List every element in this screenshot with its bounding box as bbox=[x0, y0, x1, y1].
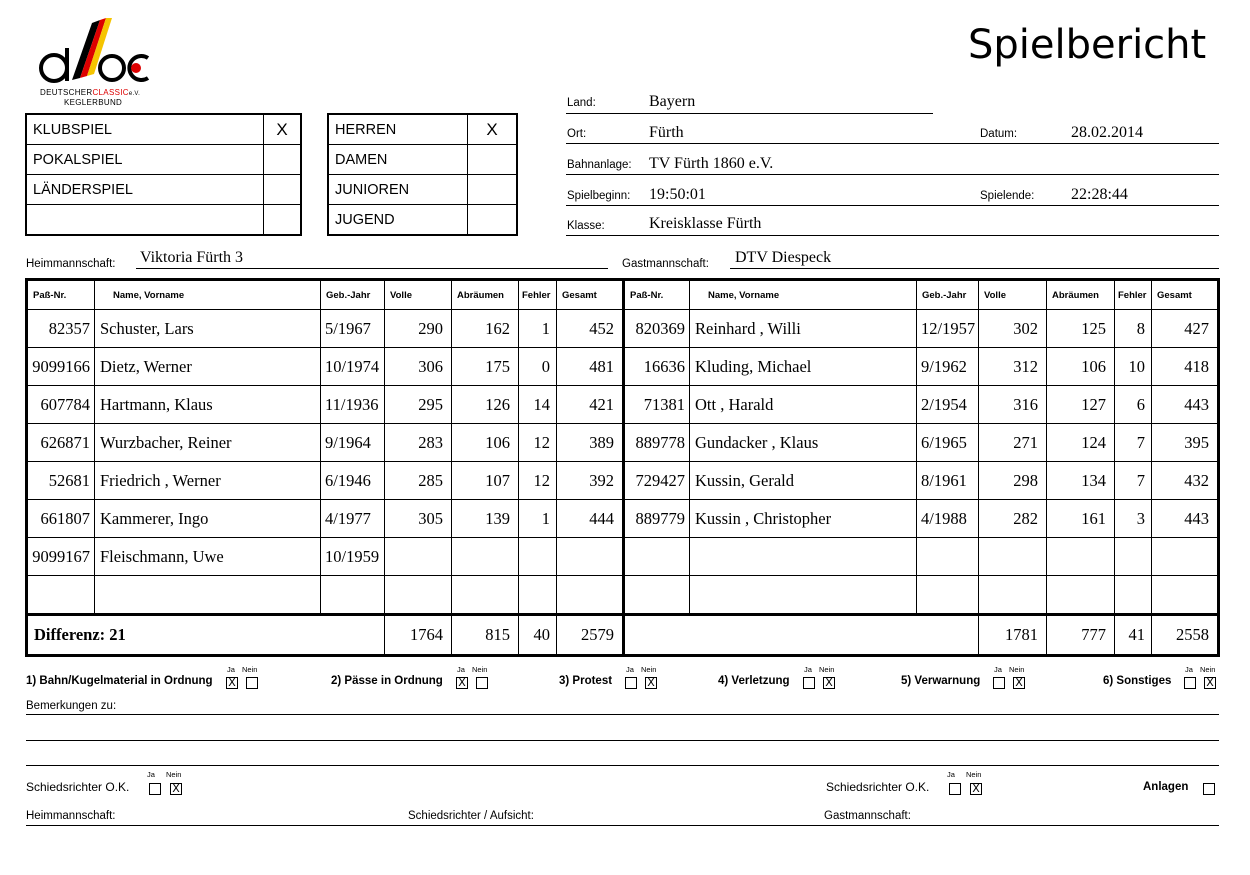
ja-label: Ja bbox=[147, 770, 155, 779]
guest-pass-cell[interactable]: 71381 bbox=[624, 386, 690, 424]
check-ja-box[interactable] bbox=[625, 674, 637, 692]
guest-team-value[interactable]: DTV Diespeck bbox=[735, 249, 832, 266]
check-ja-box[interactable] bbox=[803, 674, 815, 692]
home-pass-cell[interactable]: 52681 bbox=[27, 462, 95, 500]
game-type-mark[interactable]: X bbox=[264, 114, 302, 145]
table-row bbox=[27, 538, 1219, 576]
check-item-label: 1) Bahn/Kugelmaterial in Ordnung bbox=[26, 675, 213, 687]
col-header: Paß-Nr. bbox=[624, 280, 690, 310]
guest-gesamt-cell[interactable] bbox=[1152, 576, 1219, 615]
home-abr-cell[interactable]: 139 bbox=[452, 500, 519, 538]
home-fehler-cell[interactable]: 14 bbox=[519, 386, 557, 424]
game-type-box bbox=[25, 113, 302, 236]
home-abr-cell[interactable]: 106 bbox=[452, 424, 519, 462]
table-row bbox=[27, 310, 1219, 348]
guest-pass-cell[interactable]: 889778 bbox=[624, 424, 690, 462]
guest-fehler-cell[interactable]: 6 bbox=[1115, 386, 1152, 424]
category-mark[interactable] bbox=[468, 205, 518, 236]
home-pass-cell[interactable]: 607784 bbox=[27, 386, 95, 424]
home-volle-cell[interactable] bbox=[385, 538, 452, 576]
guest-year-cell[interactable]: 2/1954 bbox=[917, 386, 979, 424]
home-gesamt-cell[interactable]: 389 bbox=[557, 424, 624, 462]
col-header: Abräumen bbox=[452, 280, 519, 310]
check-ja-box[interactable] bbox=[993, 674, 1005, 692]
remarks-line-2[interactable] bbox=[26, 740, 1219, 741]
guest-name-cell[interactable] bbox=[690, 576, 917, 615]
check-ja-box[interactable]: X bbox=[226, 674, 238, 692]
guest-fehler-cell[interactable]: 10 bbox=[1115, 348, 1152, 386]
home-year-cell[interactable] bbox=[321, 576, 385, 615]
guest-gesamt-cell[interactable]: 418 bbox=[1152, 348, 1219, 386]
guest-volle-cell[interactable]: 271 bbox=[979, 424, 1047, 462]
guest-fehler-cell[interactable]: 8 bbox=[1115, 310, 1152, 348]
col-header: Volle bbox=[385, 280, 452, 310]
check-nein-box[interactable] bbox=[476, 674, 488, 692]
category-label: JUGEND bbox=[328, 205, 468, 236]
nein-label: Nein bbox=[1200, 665, 1216, 674]
guest-pass-cell[interactable]: 16636 bbox=[624, 348, 690, 386]
check-nein-box[interactable]: X bbox=[645, 674, 657, 692]
ort-value[interactable]: Fürth bbox=[649, 124, 684, 141]
guest-pass-cell[interactable]: 820369 bbox=[624, 310, 690, 348]
nein-label: Nein bbox=[166, 770, 182, 779]
home-fehler-cell[interactable] bbox=[519, 538, 557, 576]
home-name-cell[interactable]: Kammerer, Ingo bbox=[95, 500, 321, 538]
home-abr-cell[interactable] bbox=[452, 576, 519, 615]
referee-ok-home-ja[interactable] bbox=[149, 780, 161, 798]
home-year-cell[interactable]: 5/1967 bbox=[321, 310, 385, 348]
table-row bbox=[27, 462, 1219, 500]
game-type-label: KLUBSPIEL bbox=[26, 114, 264, 145]
category-label: DAMEN bbox=[328, 145, 468, 175]
guest-year-cell[interactable] bbox=[917, 538, 979, 576]
bemerkungen-label: Bemerkungen zu: bbox=[26, 700, 117, 712]
datum-label: Datum: bbox=[980, 128, 1018, 140]
guest-year-cell[interactable] bbox=[917, 576, 979, 615]
totals-row bbox=[27, 615, 1219, 656]
home-pass-cell[interactable] bbox=[27, 576, 95, 615]
nein-label: Nein bbox=[242, 665, 258, 674]
home-total-volle: 1764 bbox=[385, 615, 452, 656]
home-pass-cell[interactable]: 9099167 bbox=[27, 538, 95, 576]
guest-abr-cell[interactable]: 125 bbox=[1047, 310, 1115, 348]
home-volle-cell[interactable]: 283 bbox=[385, 424, 452, 462]
home-fehler-cell[interactable]: 12 bbox=[519, 462, 557, 500]
col-header: Fehler bbox=[519, 280, 557, 310]
guest-gesamt-cell[interactable]: 427 bbox=[1152, 310, 1219, 348]
home-gesamt-cell[interactable] bbox=[557, 576, 624, 615]
check-item-label: 3) Protest bbox=[559, 675, 613, 687]
differenz: Differenz: 21 bbox=[27, 615, 385, 656]
home-pass-cell[interactable]: 661807 bbox=[27, 500, 95, 538]
spielbeginn-underline bbox=[566, 205, 1219, 206]
home-volle-cell[interactable]: 306 bbox=[385, 348, 452, 386]
home-abr-cell[interactable]: 162 bbox=[452, 310, 519, 348]
home-year-cell[interactable]: 11/1936 bbox=[321, 386, 385, 424]
check-item-label: 4) Verletzung bbox=[718, 675, 790, 687]
guest-name-cell[interactable]: Ott , Harald bbox=[690, 386, 917, 424]
guest-year-cell[interactable]: 6/1965 bbox=[917, 424, 979, 462]
land-value[interactable]: Bayern bbox=[649, 93, 696, 110]
guest-volle-cell[interactable]: 282 bbox=[979, 500, 1047, 538]
guest-total-volle: 1781 bbox=[979, 615, 1047, 656]
col-header: Fehler bbox=[1115, 280, 1152, 310]
home-name-cell[interactable] bbox=[95, 576, 321, 615]
referee-ok-guest-nein[interactable]: X bbox=[970, 780, 982, 798]
guest-gesamt-cell[interactable]: 395 bbox=[1152, 424, 1219, 462]
table-row bbox=[27, 386, 1219, 424]
guest-gesamt-cell[interactable] bbox=[1152, 538, 1219, 576]
col-header: Name, Vorname bbox=[95, 280, 321, 310]
home-fehler-cell[interactable]: 0 bbox=[519, 348, 557, 386]
home-name-cell[interactable]: Hartmann, Klaus bbox=[95, 386, 321, 424]
signature-line[interactable] bbox=[26, 825, 1219, 826]
guest-gesamt-cell[interactable]: 443 bbox=[1152, 386, 1219, 424]
col-header: Volle bbox=[979, 280, 1047, 310]
game-type-mark[interactable] bbox=[264, 145, 302, 175]
table-row bbox=[27, 348, 1219, 386]
guest-volle-cell[interactable] bbox=[979, 538, 1047, 576]
col-header: Abräumen bbox=[1047, 280, 1115, 310]
category-label: JUNIOREN bbox=[328, 175, 468, 205]
game-type-mark[interactable] bbox=[264, 175, 302, 205]
check-nein-box[interactable]: X bbox=[1204, 674, 1216, 692]
home-year-cell[interactable]: 4/1977 bbox=[321, 500, 385, 538]
home-gesamt-cell[interactable]: 392 bbox=[557, 462, 624, 500]
guest-team-label: Gastmannschaft: bbox=[622, 258, 709, 270]
logo-line1b: CLASSIC bbox=[92, 88, 129, 97]
nein-label: Nein bbox=[819, 665, 835, 674]
home-total-fehler: 40 bbox=[519, 615, 557, 656]
guest-abr-cell[interactable]: 106 bbox=[1047, 348, 1115, 386]
home-fehler-cell[interactable] bbox=[519, 576, 557, 615]
guest-name-cell[interactable]: Kussin , Christopher bbox=[690, 500, 917, 538]
ja-label: Ja bbox=[227, 665, 235, 674]
guest-abr-cell[interactable]: 161 bbox=[1047, 500, 1115, 538]
results-table bbox=[25, 278, 1220, 657]
game-type-label: LÄNDERSPIEL bbox=[26, 175, 264, 205]
table-header-row bbox=[27, 280, 1219, 310]
ja-label: Ja bbox=[804, 665, 812, 674]
guest-pass-cell[interactable] bbox=[624, 576, 690, 615]
remarks-line-3[interactable] bbox=[26, 765, 1219, 766]
logo-line2: KEGLERBUND bbox=[64, 98, 123, 107]
home-pass-cell[interactable]: 82357 bbox=[27, 310, 95, 348]
home-team-underline bbox=[136, 268, 608, 269]
guest-gesamt-cell[interactable]: 443 bbox=[1152, 500, 1219, 538]
guest-year-cell[interactable]: 9/1962 bbox=[917, 348, 979, 386]
col-header: Gesamt bbox=[557, 280, 624, 310]
nein-label: Nein bbox=[1009, 665, 1025, 674]
referee-ok-home-label: Schiedsrichter O.K. bbox=[26, 780, 130, 794]
referee-ok-home-nein[interactable]: X bbox=[170, 780, 182, 798]
check-item-label: 6) Sonstiges bbox=[1103, 675, 1172, 687]
category-box bbox=[327, 113, 518, 236]
nein-label: Nein bbox=[641, 665, 657, 674]
guest-name-cell[interactable] bbox=[690, 538, 917, 576]
game-type-label bbox=[26, 205, 264, 236]
category-mark[interactable] bbox=[468, 145, 518, 175]
home-abr-cell[interactable] bbox=[452, 538, 519, 576]
col-header: Name, Vorname bbox=[690, 280, 917, 310]
guest-name-cell[interactable]: Reinhard , Willi bbox=[690, 310, 917, 348]
guest-volle-cell[interactable]: 316 bbox=[979, 386, 1047, 424]
home-gesamt-cell[interactable] bbox=[557, 538, 624, 576]
sig-home-label: Heimmannschaft: bbox=[26, 810, 116, 822]
guest-volle-cell[interactable] bbox=[979, 576, 1047, 615]
land-underline bbox=[566, 113, 933, 114]
home-volle-cell[interactable]: 290 bbox=[385, 310, 452, 348]
guest-abr-cell[interactable]: 134 bbox=[1047, 462, 1115, 500]
guest-abr-cell[interactable]: 124 bbox=[1047, 424, 1115, 462]
home-volle-cell[interactable] bbox=[385, 576, 452, 615]
guest-fehler-cell[interactable] bbox=[1115, 538, 1152, 576]
guest-pass-cell[interactable]: 729427 bbox=[624, 462, 690, 500]
referee-ok-guest-ja[interactable] bbox=[949, 780, 961, 798]
bahnanlage-value[interactable]: TV Fürth 1860 e.V. bbox=[649, 155, 774, 172]
col-header: Paß-Nr. bbox=[27, 280, 95, 310]
guest-pass-cell[interactable] bbox=[624, 538, 690, 576]
game-type-label: POKALSPIEL bbox=[26, 145, 264, 175]
col-header: Gesamt bbox=[1152, 280, 1219, 310]
check-nein-box[interactable] bbox=[246, 674, 258, 692]
logo-line1a: DEUTSCHER bbox=[40, 88, 93, 97]
guest-year-cell[interactable]: 4/1988 bbox=[917, 500, 979, 538]
home-volle-cell[interactable]: 305 bbox=[385, 500, 452, 538]
home-volle-cell[interactable]: 285 bbox=[385, 462, 452, 500]
check-item-label: 2) Pässe in Ordnung bbox=[331, 675, 443, 687]
guest-abr-cell[interactable] bbox=[1047, 576, 1115, 615]
home-name-cell[interactable]: Dietz, Werner bbox=[95, 348, 321, 386]
home-name-cell[interactable]: Fleischmann, Uwe bbox=[95, 538, 321, 576]
anlagen-checkbox[interactable] bbox=[1203, 780, 1215, 798]
bahnanlage-label: Bahnanlage: bbox=[567, 159, 632, 171]
guest-total-spacer bbox=[624, 615, 979, 656]
referee-ok-guest-label: Schiedsrichter O.K. bbox=[826, 780, 930, 794]
sig-guest-label: Gastmannschaft: bbox=[824, 810, 911, 822]
guest-year-cell[interactable]: 12/1957 bbox=[917, 310, 979, 348]
table-row bbox=[27, 500, 1219, 538]
home-gesamt-cell[interactable]: 444 bbox=[557, 500, 624, 538]
category-mark[interactable] bbox=[468, 175, 518, 205]
guest-abr-cell[interactable]: 127 bbox=[1047, 386, 1115, 424]
home-year-cell[interactable]: 10/1959 bbox=[321, 538, 385, 576]
home-team-label: Heimmannschaft: bbox=[26, 258, 116, 270]
home-name-cell[interactable]: Schuster, Lars bbox=[95, 310, 321, 348]
home-gesamt-cell[interactable]: 481 bbox=[557, 348, 624, 386]
home-abr-cell[interactable]: 175 bbox=[452, 348, 519, 386]
nein-label: Nein bbox=[966, 770, 982, 779]
guest-abr-cell[interactable] bbox=[1047, 538, 1115, 576]
klasse-value[interactable]: Kreisklasse Fürth bbox=[649, 215, 762, 232]
guest-pass-cell[interactable]: 889779 bbox=[624, 500, 690, 538]
klasse-underline bbox=[566, 235, 1219, 236]
guest-gesamt-cell[interactable]: 432 bbox=[1152, 462, 1219, 500]
logo-line1c: e.V. bbox=[128, 91, 141, 97]
guest-total-gesamt: 2558 bbox=[1152, 615, 1219, 656]
check-nein-box[interactable]: X bbox=[823, 674, 835, 692]
ja-label: Ja bbox=[457, 665, 465, 674]
spielende-value[interactable]: 22:28:44 bbox=[1071, 186, 1128, 203]
ja-label: Ja bbox=[626, 665, 634, 674]
guest-volle-cell[interactable]: 302 bbox=[979, 310, 1047, 348]
home-pass-cell[interactable]: 626871 bbox=[27, 424, 95, 462]
category-label: HERREN bbox=[328, 114, 468, 145]
ja-label: Ja bbox=[994, 665, 1002, 674]
home-fehler-cell[interactable]: 1 bbox=[519, 310, 557, 348]
check-item-label: 5) Verwarnung bbox=[901, 675, 981, 687]
ort-underline bbox=[566, 143, 1219, 144]
game-type-mark[interactable] bbox=[264, 205, 302, 236]
home-name-cell[interactable]: Wurzbacher, Reiner bbox=[95, 424, 321, 462]
land-label: Land: bbox=[567, 97, 596, 109]
check-ja-box[interactable] bbox=[1184, 674, 1196, 692]
nein-label: Nein bbox=[472, 665, 488, 674]
klasse-label: Klasse: bbox=[567, 220, 605, 232]
col-header: Geb.-Jahr bbox=[917, 280, 979, 310]
guest-volle-cell[interactable]: 312 bbox=[979, 348, 1047, 386]
home-pass-cell[interactable]: 9099166 bbox=[27, 348, 95, 386]
home-total-abraeumen: 815 bbox=[452, 615, 519, 656]
table-row bbox=[27, 424, 1219, 462]
check-ja-box[interactable]: X bbox=[456, 674, 468, 692]
datum-value[interactable]: 28.02.2014 bbox=[1071, 124, 1143, 141]
home-total-gesamt: 2579 bbox=[557, 615, 624, 656]
guest-fehler-cell[interactable]: 3 bbox=[1115, 500, 1152, 538]
home-team-value[interactable]: Viktoria Fürth 3 bbox=[140, 249, 244, 266]
page-title: Spielbericht bbox=[968, 22, 1207, 68]
logo-graphic bbox=[30, 18, 170, 90]
spielbeginn-value[interactable]: 19:50:01 bbox=[649, 186, 706, 203]
home-year-cell[interactable]: 10/1974 bbox=[321, 348, 385, 386]
guest-name-cell[interactable]: Kluding, Michael bbox=[690, 348, 917, 386]
spielende-label: Spielende: bbox=[980, 190, 1035, 202]
guest-fehler-cell[interactable]: 7 bbox=[1115, 424, 1152, 462]
home-abr-cell[interactable]: 107 bbox=[452, 462, 519, 500]
col-header: Geb.-Jahr bbox=[321, 280, 385, 310]
guest-team-underline bbox=[730, 268, 1219, 269]
ja-label: Ja bbox=[947, 770, 955, 779]
guest-name-cell[interactable]: Kussin, Gerald bbox=[690, 462, 917, 500]
guest-total-fehler: 41 bbox=[1115, 615, 1152, 656]
table-row bbox=[27, 576, 1219, 615]
home-gesamt-cell[interactable]: 421 bbox=[557, 386, 624, 424]
home-year-cell[interactable]: 9/1964 bbox=[321, 424, 385, 462]
bahnanlage-underline bbox=[566, 174, 1219, 175]
check-nein-box[interactable]: X bbox=[1013, 674, 1025, 692]
dkbc-logo bbox=[30, 18, 170, 113]
home-volle-cell[interactable]: 295 bbox=[385, 386, 452, 424]
home-year-cell[interactable]: 6/1946 bbox=[321, 462, 385, 500]
guest-volle-cell[interactable]: 298 bbox=[979, 462, 1047, 500]
remarks-line-1[interactable] bbox=[26, 714, 1219, 715]
spielbeginn-label: Spielbeginn: bbox=[567, 190, 631, 202]
ort-label: Ort: bbox=[567, 128, 587, 140]
home-gesamt-cell[interactable]: 452 bbox=[557, 310, 624, 348]
home-name-cell[interactable]: Friedrich , Werner bbox=[95, 462, 321, 500]
guest-total-abraeumen: 777 bbox=[1047, 615, 1115, 656]
guest-year-cell[interactable]: 8/1961 bbox=[917, 462, 979, 500]
home-fehler-cell[interactable]: 12 bbox=[519, 424, 557, 462]
guest-name-cell[interactable]: Gundacker , Klaus bbox=[690, 424, 917, 462]
anlagen-label: Anlagen bbox=[1143, 781, 1189, 793]
home-abr-cell[interactable]: 126 bbox=[452, 386, 519, 424]
guest-fehler-cell[interactable] bbox=[1115, 576, 1152, 615]
ja-label: Ja bbox=[1185, 665, 1193, 674]
sig-referee-label: Schiedsrichter / Aufsicht: bbox=[408, 810, 534, 822]
guest-fehler-cell[interactable]: 7 bbox=[1115, 462, 1152, 500]
home-fehler-cell[interactable]: 1 bbox=[519, 500, 557, 538]
category-mark[interactable]: X bbox=[468, 114, 518, 145]
player-rows bbox=[27, 310, 1219, 615]
